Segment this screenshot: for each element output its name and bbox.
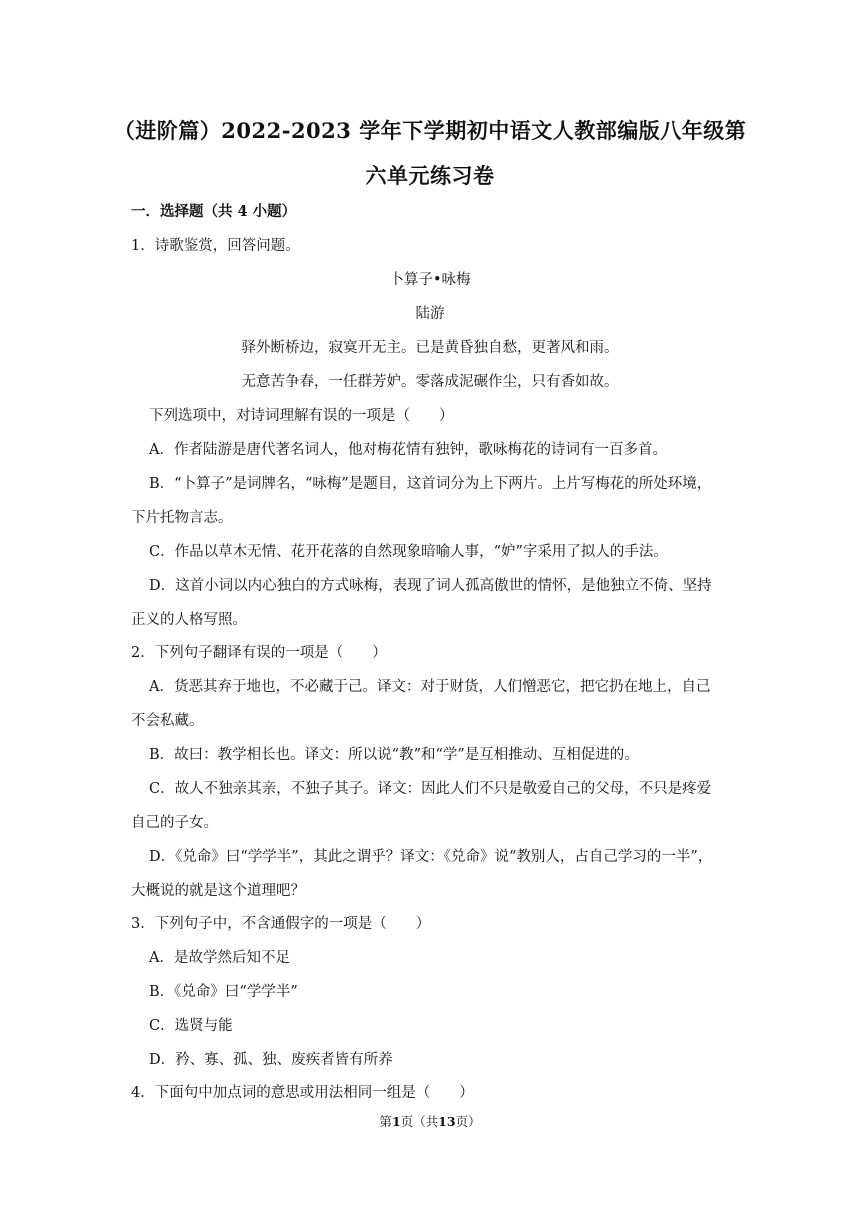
question-3-option-b: B．《兑命》曰“学学半” <box>149 984 298 1000</box>
question-3-stem: 3．下列句子中，不含通假字的一项是（ ） <box>131 916 431 932</box>
footer-suffix: 页） <box>455 1114 481 1129</box>
document-title-line-1: （进阶篇）2022-2023 学年下学期初中语文人教部编版八年级第 <box>113 118 747 143</box>
question-2-option-a-line-2: 不会私藏。 <box>131 713 204 729</box>
question-2-option-d-line-2: 大概说的就是这个道理吧？ <box>131 883 305 899</box>
question-2-option-b: B．故曰：教学相长也。译文：所以说“教”和“学”是互相推动、互相促进的。 <box>149 747 639 763</box>
footer-page-number: 1 <box>391 1114 401 1129</box>
poem-title: 卜算子•咏梅 <box>389 272 471 288</box>
question-2-option-d-line-1: D．《兑命》曰“学学半”，其此之谓乎？译文：《兑命》说“教别人，占自己学习的一半”， <box>149 849 713 865</box>
poem-author: 陆游 <box>415 306 445 322</box>
section-heading: 一．选择题（共 4 小题） <box>131 203 297 220</box>
question-1-stem: 1．诗歌鉴赏，回答问题。 <box>131 238 300 254</box>
question-1-option-b-line-2: 下片托物言志。 <box>131 510 233 526</box>
question-4-stem: 4．下面句中加点词的意思或用法相同一组是（ ） <box>131 1085 474 1101</box>
question-1-option-a: A．作者陆游是唐代著名词人，他对梅花情有独钟，歌咏梅花的诗词有一百多首。 <box>149 442 667 458</box>
question-1-option-b-line-1: B．“卜算子”是词牌名，“咏梅”是题目，这首词分为上下两片。上片写梅花的所处环境， <box>149 476 712 492</box>
question-1-prompt: 下列选项中，对诗词理解有误的一项是（ ） <box>149 408 454 424</box>
question-2-stem: 2．下列句子翻译有误的一项是（ ） <box>131 645 387 661</box>
question-3-option-a: A．是故学然后知不足 <box>149 950 290 966</box>
question-2-option-c-line-1: C．故人不独亲其亲，不独子其子。译文：因此人们不只是敬爱自己的父母，不只是疼爱 <box>149 781 712 797</box>
page-footer <box>0 1112 860 1130</box>
question-1-option-c: C．作品以草木无情、花开花落的自然现象暗喻人事，“妒”字采用了拟人的手法。 <box>149 544 668 560</box>
document-title-line-2: 六单元练习卷 <box>365 163 495 188</box>
footer-total-pages: 13 <box>438 1114 456 1129</box>
question-3-option-c: C．选贤与能 <box>149 1018 233 1034</box>
poem-line-2: 无意苦争春，一任群芳妒。零落成泥碾作尘，只有香如故。 <box>241 374 619 390</box>
poem-line-1: 驿外断桥边，寂寞开无主。已是黄昏独自愁，更著风和雨。 <box>241 340 619 356</box>
question-3-option-d: D．矜、寡、孤、独、废疾者皆有所养 <box>149 1052 393 1068</box>
question-1-option-d-line-2: 正义的人格写照。 <box>131 612 247 628</box>
question-1-option-d-line-1: D．这首小词以内心独白的方式咏梅，表现了词人孤高傲世的情怀，是他独立不倚、坚持 <box>149 578 712 594</box>
footer-prefix: 第 <box>379 1114 392 1129</box>
question-2-option-c-line-2: 自己的子女。 <box>131 815 218 831</box>
footer-middle: 页（共 <box>400 1114 439 1129</box>
question-2-option-a-line-1: A．货恶其弃于地也，不必藏于己。译文：对于财货，人们憎恶它，把它扔在地上，自己 <box>149 679 711 695</box>
